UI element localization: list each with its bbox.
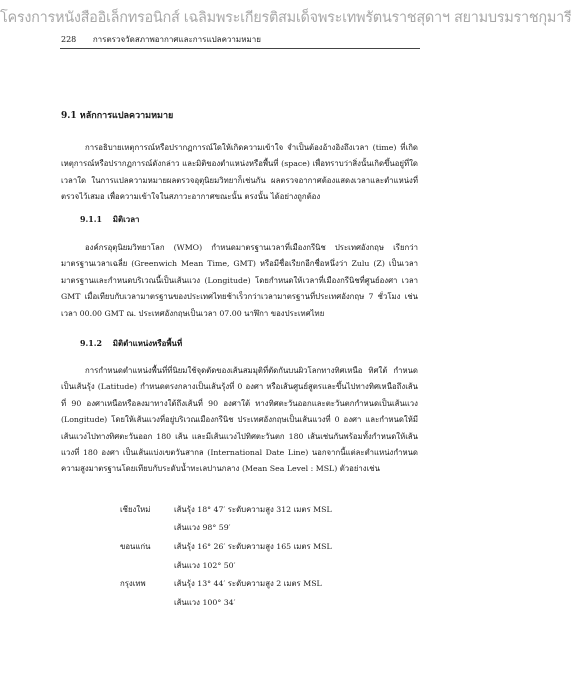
header-title: การตรวจวัดสภาพอากาศและการแปลความหมาย bbox=[92, 35, 261, 44]
example-latitude: เส้นรุ้ง 16° 26′ ระดับความสูง 165 เมตร MSL bbox=[174, 542, 332, 551]
section-title: 9.1 หลักการแปลความหมาย bbox=[61, 111, 174, 121]
watermark-banner: โครงการหนังสืออิเล็กทรอนิกส์ เฉลิมพระเกียรติสมเด็จพระเทพรัตนราชสุดาฯ สยามบรมราชกุมารี bbox=[0, 10, 571, 26]
example-place: ขอนแก่น bbox=[120, 542, 151, 551]
example-longitude: เส้นแวง 100° 34′ bbox=[174, 598, 236, 607]
example-longitude: เส้นแวง 98° 59′ bbox=[174, 523, 231, 532]
example-place: เชียงใหม่ bbox=[120, 505, 151, 514]
example-latitude: เส้นรุ้ง 18° 47′ ระดับความสูง 312 เมตร MSL bbox=[174, 505, 332, 514]
running-header bbox=[61, 33, 261, 46]
intro-paragraph: การอธิบายเหตุการณ์หรือปรากฏการณ์ใดให้เกิดความเข้าใจ จำเป็นต้องอ้างอิงถึงเวลา (time) ที่เกิดเหตุการณ์หรือปรากฏการณ์ดังกล่าว และมิติของตำแหน่งหรือพื้นที่ (space) เพื่อทราบว่าสิ่งนั้นเกิดขึ้นอยู่ที่ใด เวลาใด ในการแปลความหมายผลตรวจอุตุนิยมวิทยาก็เช่นกัน ผลตรวจอากาศต้องแสดงเวลาและตำแหน่งที่ตรวจไว้เสมอ เพื่อความเข้าใจในสภาวะอากาศขณะนั้น ตรงนั้น ได้อย่างถูกต้อง bbox=[61, 143, 418, 202]
subsection-label: มิติเวลา bbox=[112, 215, 140, 224]
position-paragraph: การกำหนดตำแหน่งพื้นที่ที่นิยมใช้จุดตัดของเส้นสมมุติที่ตัดกันบนผิวโลกทางทิศเหนือ ทิศใต้ กำหนดเป็นเส้นรุ้ง (Latitude) กำหนดตรงกลางเป็นเส้นรุ้งที่ 0 องศา หรือเส้นศูนย์สูตรและขึ้นไปทางทิศเหนือถึงเส้นที่ 90 องศาเหนือหรือลงมาทางใต้ถึงเส้นที่ 90 องศาใต้ ทางทิศตะวันออกและตะวันตกกำหนดเป็นเส้นแวง (Longitude) โดยให้เส้นแวงที่อยู่บริเวณเมืองกรีนิช ประเทศอังกฤษเป็นเส้นแวงที่ 0 องศา และกำหนดให้มีเส้นแวงไปทางทิศตะวันออก 180 เส้น และมีเส้นแวงไปทิศตะวันตก 180 เส้นเช่นกันพร้อมทั้งกำหนดให้เส้นแวงที่ 180 องศา เป็นเส้นแบ่งเขตวันสากล (International Date Line) นอกจากนี้แต่ละตำแหน่งกำหนดความสูงมาตรฐานโดยเทียบกับระดับน้ำทะเลปานกลาง (Mean Sea Level : MSL) ตัวอย่างเช่น bbox=[61, 366, 418, 474]
time-paragraph: องค์กรอุตุนิยมวิทยาโลก (WMO) กำหนดมาตรฐานเวลาที่เมืองกรีนิช ประเทศอังกฤษ เรียกว่า มาตรฐานเวลาเฉลี่ย (Greenwich Mean Time, GMT) หรือมีชื่อเรียกอีกชื่อหนึ่งว่า Zulu (Z) เป็นเวลามาตรฐานและกำหนดบริเวณนี้เป็นเส้นแวง (Longitude) โดยกำหนดให้เวลาที่เมืองกรีนิชที่ศูนย์องศา เวลา GMT เมื่อเทียบกับเวลามาตรฐานของประเทศไทยช้าเร็วกว่าเวลามาตรฐานที่ประเทศอังกฤษ 7 ชั่วโมง เช่น เวลา 00.00 GMT ณ. ประเทศอังกฤษเป็นเวลา 07.00 นาฬิกา ของประเทศไทย bbox=[61, 243, 418, 318]
example-longitude: เส้นแวง 102° 50′ bbox=[174, 561, 236, 570]
subsection-label: มิติตำแหน่งหรือพื้นที่ bbox=[112, 339, 183, 348]
header-rule bbox=[60, 48, 420, 49]
subsection-title-position bbox=[80, 338, 182, 350]
example-place: กรุงเทพ bbox=[120, 579, 146, 588]
subsection-number: 9.1.1 bbox=[80, 215, 102, 224]
page-number: 228 bbox=[61, 35, 77, 44]
subsection-title-time bbox=[80, 214, 139, 226]
subsection-number: 9.1.2 bbox=[80, 339, 102, 348]
example-latitude: เส้นรุ้ง 13° 44′ ระดับความสูง 2 เมตร MSL bbox=[174, 579, 322, 588]
